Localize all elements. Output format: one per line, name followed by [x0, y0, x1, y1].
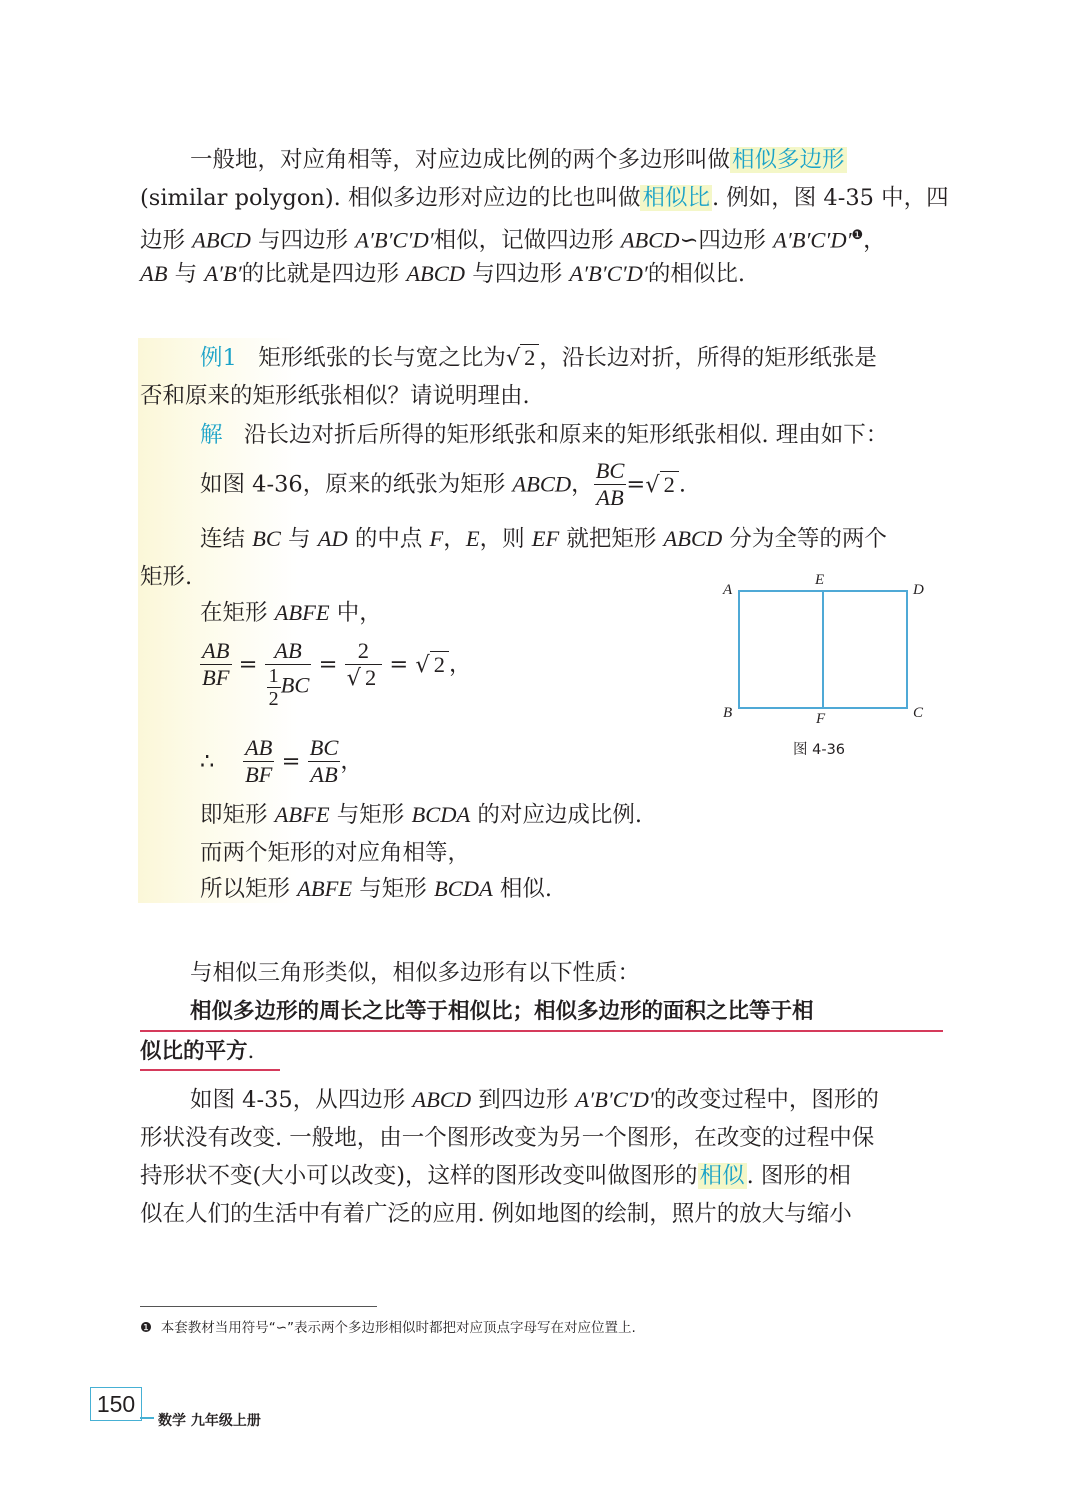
radicand: 2	[520, 344, 539, 370]
var: EF	[531, 526, 560, 551]
text: 的相似比.	[647, 261, 745, 287]
text: ，沿长边对折，所得的矩形纸张是	[539, 345, 877, 371]
var: BCDA	[433, 876, 493, 901]
text: 分为全等的两个	[722, 526, 887, 552]
text: 相似多边形的周长之比等于相似比；相似多边形的面积之比等于相	[190, 999, 814, 1024]
solution-line6	[200, 800, 642, 830]
numerator: AB	[202, 638, 230, 663]
para3-line3	[140, 1161, 851, 1191]
solution-line4	[200, 598, 382, 628]
text: 中，	[329, 600, 382, 626]
text: (similar polygon). 相似多边形对应边的比也叫做	[140, 185, 641, 211]
text: 似比的平方	[140, 1039, 248, 1064]
numerator: BC	[595, 458, 625, 483]
var: ABFE	[297, 876, 353, 901]
text: 如图 4-35，从四边形	[190, 1087, 413, 1113]
term-similarity-ratio: 相似比	[642, 185, 710, 211]
text: 与矩形	[329, 802, 412, 828]
solution-label: 解	[200, 422, 223, 448]
solution-line8	[200, 874, 552, 904]
var: ABCD	[512, 471, 572, 497]
denominator	[345, 665, 383, 691]
var: BC	[252, 526, 281, 551]
figure-4-36	[715, 572, 935, 762]
var: ABCD	[406, 261, 466, 286]
var: A′B′C′D′	[355, 227, 434, 253]
radicand: 2	[361, 664, 380, 690]
property-line1	[190, 997, 814, 1027]
text: 就把矩形	[559, 526, 664, 552]
radicand: 2	[430, 651, 449, 677]
para3-line4	[140, 1199, 852, 1229]
text: .	[247, 1039, 255, 1064]
var: AB	[140, 261, 168, 286]
footnote-text: 本套教材当用符号“∽”表示两个多边形相似时都把对应顶点字母写在对应位置上.	[160, 1320, 636, 1336]
denominator: 2	[268, 688, 279, 710]
equation-therefore: ∴ $\frac{AB}{BF}$ = $\frac{BC}{AB}$ ，	[200, 735, 363, 787]
denominator: AB	[596, 485, 624, 510]
property-underline-2	[140, 1069, 280, 1071]
term-similarity: 相似	[699, 1163, 745, 1189]
solution-line3	[200, 524, 887, 554]
var: A′B′	[204, 261, 242, 286]
footer-connector	[140, 1417, 154, 1419]
label-a: A	[723, 582, 733, 598]
numerator: AB	[265, 638, 312, 665]
text: 形状没有改变. 一般地，由一个图形改变为另一个图形，在改变的过程中保	[140, 1125, 875, 1151]
text: ∽四边形	[679, 227, 774, 254]
denominator	[265, 665, 312, 710]
sqrt-2: √ 2	[645, 472, 679, 498]
numerator: 1	[268, 665, 279, 687]
solution-line3b	[140, 562, 192, 592]
text: 的比就是四边形	[241, 261, 407, 287]
solution-line7	[200, 838, 470, 868]
text: 似在人们的生活中有着广泛的应用. 例如地图的绘制，照片的放大与缩小	[140, 1201, 852, 1227]
var: ABCD	[663, 526, 723, 551]
denominator: BF	[202, 665, 230, 690]
numerator: BC	[309, 735, 339, 760]
fraction-bc-ab	[308, 735, 341, 788]
var: F	[429, 526, 444, 551]
var: E	[465, 526, 480, 551]
text: 否和原来的矩形纸张相似？请说明理由.	[140, 383, 530, 409]
text: 连结	[200, 526, 253, 552]
text: 与四边形	[250, 227, 356, 254]
para1-line1	[190, 145, 847, 175]
text: 矩形纸张的长与宽之比为	[258, 345, 506, 371]
text: 一般地，对应角相等，对应边成比例的两个多边形叫做	[190, 147, 731, 173]
example-question-line1	[200, 343, 877, 373]
fraction-2-sqrt2	[345, 638, 383, 691]
label-f: F	[816, 711, 826, 727]
footnote-mark: ❶	[851, 228, 864, 243]
text: 相似.	[492, 876, 553, 902]
text: 的改变过程中，图形的	[653, 1087, 879, 1113]
text: 矩形.	[140, 564, 193, 590]
text: ，则	[479, 526, 532, 552]
sqrt-2: √ 2	[506, 343, 540, 373]
fraction-bc-ab	[594, 458, 627, 511]
text: 如图 4-36，原来的纸张为矩形	[200, 471, 513, 498]
text: 在矩形	[200, 600, 275, 626]
fraction-ab-bf	[243, 735, 275, 788]
var: ABFE	[274, 600, 330, 625]
text: 边形	[140, 227, 193, 254]
footnote-mark: ❶	[140, 1320, 153, 1336]
fraction-half	[267, 665, 281, 710]
var: A′B′C′D′	[773, 227, 852, 253]
figure-caption: 图 4-36	[793, 742, 846, 758]
var: ABCD	[192, 227, 251, 253]
text: 与四边形	[465, 261, 570, 287]
property-underline-1	[140, 1030, 943, 1032]
para3-line1	[190, 1085, 879, 1115]
text: ，	[863, 227, 886, 254]
label-e: E	[815, 572, 825, 588]
fraction-ab-halfbc	[265, 638, 312, 710]
para2-intro	[190, 958, 640, 988]
para3-line2	[140, 1123, 874, 1153]
para1-line2	[140, 183, 949, 213]
example-question-line2	[140, 381, 530, 411]
text: . 例如，图 4-35 中，四	[711, 185, 949, 211]
text: . 图形的相	[746, 1163, 851, 1189]
text: 的中点	[347, 526, 430, 552]
text: ，	[443, 526, 466, 552]
text: 与	[280, 526, 318, 552]
text: 相似，记做四边形	[433, 227, 621, 254]
text: 的对应边成比例.	[470, 802, 643, 828]
book-title: 数学 九年级上册	[158, 1413, 261, 1429]
term-similar-polygon: 相似多边形	[732, 147, 845, 173]
label-b: B	[723, 705, 733, 721]
denominator: BF	[244, 762, 273, 787]
label-d: D	[913, 582, 924, 598]
text: 与	[167, 261, 205, 287]
para1-line4	[140, 259, 745, 289]
text: 即矩形	[200, 802, 275, 828]
page-number: 150	[90, 1387, 142, 1421]
rectangle-diagram	[715, 572, 935, 732]
solution-line1	[200, 420, 888, 450]
var: ABCD	[620, 227, 680, 253]
equation-ratio: $\frac{AB}{BF}$ = AB $\frac{1}{2}$ BC = $\frac{2}{√ 2}$ = √ 2 ，	[202, 638, 472, 710]
property-line2	[140, 1037, 254, 1067]
var: AD	[317, 526, 348, 551]
text: 而两个矩形的对应角相等，	[200, 840, 471, 866]
text: 到四边形	[471, 1087, 576, 1113]
text: 所以矩形	[200, 876, 298, 902]
denominator: AB	[310, 762, 338, 787]
var: BC	[280, 672, 310, 698]
footnote-rule	[140, 1306, 377, 1307]
label-c: C	[913, 705, 924, 721]
solution-line2: 如图 4-36，原来的纸张为矩形 ABCD， $\frac{BC}{AB}$ =√ 2 .	[200, 458, 686, 510]
text: 与相似三角形类似，相似多边形有以下性质：	[190, 960, 641, 986]
text: 沿长边对折后所得的矩形纸张和原来的矩形纸张相似. 理由如下：	[243, 422, 889, 448]
var: ABFE	[274, 802, 330, 827]
text: 持形状不变(大小可以改变)，这样的图形改变叫做图形的	[140, 1163, 698, 1189]
fraction-ab-bf	[200, 638, 232, 691]
therefore-symbol: ∴	[200, 748, 215, 775]
var: A′B′C′D′	[575, 1087, 654, 1112]
example-label: 例1	[200, 345, 237, 371]
footnote	[140, 1316, 636, 1336]
var: A′B′C′D′	[569, 261, 648, 286]
radicand: 2	[660, 471, 679, 497]
sqrt-2: √ 2	[415, 652, 449, 678]
numerator: AB	[244, 735, 273, 760]
numerator: 2	[345, 638, 383, 665]
text: 与矩形	[352, 876, 434, 902]
var: ABCD	[412, 1087, 472, 1112]
para1-line3	[140, 221, 886, 256]
sqrt-2: √ 2	[347, 665, 381, 691]
var: BCDA	[411, 802, 471, 827]
